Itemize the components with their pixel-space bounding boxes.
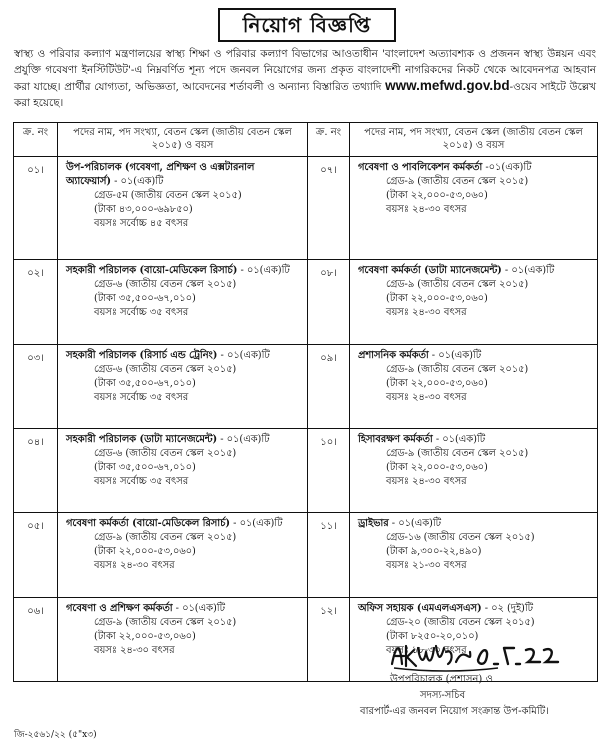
post-cell <box>58 260 308 344</box>
post-name: সহকারী পরিচালক (রিসার্চ এন্ড ট্রেনিং) <box>66 349 218 361</box>
notice-title: নিয়োগ বিজ্ঞপ্তি <box>218 8 396 42</box>
serial-number: ০৫। <box>14 513 58 597</box>
signatory-designation: উপপরিচালক (প্রশাসন) ও <box>390 674 493 685</box>
signatory-committee: বারপার্ট-এর জনবল নিয়োগ সংক্রান্ত উপ-কমিটি। <box>360 706 549 717</box>
table-row <box>14 344 598 428</box>
serial-number: ০৭। <box>308 157 350 260</box>
serial-number: ০২। <box>14 260 58 344</box>
post-pay-scale: (টাকা ২২,০০০-৫৩,০৬০) <box>94 546 196 558</box>
post-name: গবেষণা ও প্রশিক্ষণ কর্মকর্তা <box>66 602 173 614</box>
header-post-right: পদের নাম, পদ সংখ্যা, বেতন স্কেল (জাতীয় বেতন স্কেল ২০১৫) ও বয়স <box>350 123 598 157</box>
post-count: - ০১(এক)টি <box>388 518 442 530</box>
post-pay-scale: (টাকা ২২,০০০-৫৩,০৬০) <box>386 461 488 473</box>
post-age-limit: বয়সঃ ২৪-৩০ বৎসর <box>386 391 467 403</box>
table-row <box>14 157 598 260</box>
post-count: - ০১(এক)টি <box>432 433 486 445</box>
post-age-limit: বয়সঃ ২৪-৩০ বৎসর <box>94 644 175 656</box>
post-cell <box>58 344 308 428</box>
post-age-limit: বয়সঃ ২৪-৩০ বৎসর <box>386 475 467 487</box>
post-age-limit: বয়সঃ সর্বোচ্চ ৩৫ বৎসর <box>94 475 189 487</box>
intro-suffix: -ওয়েব সাইটে উল্লেখ করা হয়েছে। <box>14 81 596 109</box>
header-sl-left: ক্র. নং <box>14 123 58 157</box>
memo-number: জি-২৫৬১/২২ (৫"x৩) <box>14 730 97 740</box>
post-name: গবেষণা ও পাবলিকেশন কর্মকর্তা <box>358 162 483 173</box>
table-row <box>14 513 598 597</box>
post-age-limit: বয়সঃ ২৪-৩০ বৎসর <box>386 204 467 215</box>
post-count: - ০১(এক)টি <box>217 433 270 445</box>
handwritten-signature <box>386 638 586 674</box>
post-pay-scale: (টাকা ২২,০০০-৫৩,০৬০) <box>386 293 488 305</box>
post-pay-scale: (টাকা ৩৫,৫০০-৬৭,০১০) <box>94 461 196 473</box>
serial-number: ১২। <box>308 597 350 681</box>
post-cell <box>350 344 598 428</box>
serial-number: ০৩। <box>14 344 58 428</box>
post-name: অফিস সহায়ক (এমএলএসএস) <box>358 602 482 614</box>
post-cell <box>58 597 308 681</box>
post-pay-scale: (টাকা ৮২৫০-২০,০১০) <box>386 630 479 642</box>
serial-number: ০৯। <box>308 344 350 428</box>
table-body <box>14 157 598 682</box>
post-count: - ০১(এক)টি <box>428 349 482 361</box>
post-pay-scale: (টাকা ৩৫,৫০০-৬৭,০১০) <box>94 293 196 305</box>
post-pay-scale: (টাকা ২২,০০০-৫৩,০৬০) <box>94 630 196 642</box>
post-age-limit: বয়সঃ ১৮-৩০ বৎসর <box>386 644 467 656</box>
serial-number: ০৮। <box>308 260 350 344</box>
signature-block <box>360 632 600 742</box>
post-age-limit: বয়সঃ সর্বোচ্চ ৪৫ বৎসর <box>94 218 189 229</box>
post-age-limit: বয়সঃ ২১-৩০ বৎসর <box>386 560 467 572</box>
post-pay-scale: (টাকা ২২,০০০-৫৩,০৬০) <box>386 377 488 389</box>
post-grade: গ্রেড-৬ (জাতীয় বেতন স্কেল ২০১৫) <box>94 447 237 459</box>
post-name: হিসাবরক্ষণ কর্মকর্তা <box>358 433 433 445</box>
post-grade: গ্রেড-৫ম (জাতীয় বেতন স্কেল ২০১৫) <box>94 190 242 201</box>
post-grade: গ্রেড-৬ (জাতীয় বেতন স্কেল ২০১৫) <box>94 279 237 291</box>
post-age-limit: বয়সঃ সর্বোচ্চ ৩৫ বৎসর <box>94 391 189 403</box>
post-count: - ০১(এক)টি <box>237 265 290 277</box>
post-cell <box>58 157 308 260</box>
serial-number: ০৪। <box>14 428 58 512</box>
post-grade: গ্রেড-৯ (জাতীয় বেতন স্কেল ২০১৫) <box>386 279 529 291</box>
post-grade: গ্রেড-৯ (জাতীয় বেতন স্কেল ২০১৫) <box>94 616 237 628</box>
signatory-role: সদস্য-সচিব <box>420 690 466 701</box>
post-cell <box>350 513 598 597</box>
post-name: সহকারী পরিচালক (বায়ো-মেডিকেল রিসার্চ) <box>66 265 238 277</box>
post-grade: গ্রেড-৯ (জাতীয় বেতন স্কেল ২০১৫) <box>386 363 529 375</box>
post-grade: গ্রেড-৬ (জাতীয় বেতন স্কেল ২০১৫) <box>94 363 237 375</box>
post-count: - ০১(এক)টি <box>230 518 283 530</box>
post-name: উপ-পরিচালক (গবেষণা, প্রশিক্ষণ ও এক্সটারনাল অ্যাফেয়ার্স) <box>66 162 255 187</box>
post-name: সহকারী পরিচালক (ডাটা ম্যানেজমেন্ট) <box>66 433 218 445</box>
serial-number: ১০। <box>308 428 350 512</box>
post-count: - ০১(এক)টি <box>172 602 225 614</box>
website-link[interactable]: www.mefwd.gov.bd <box>385 78 510 93</box>
header-post-left: পদের নাম, পদ সংখ্যা, বেতন স্কেল (জাতীয় বেতন স্কেল ২০১৫) ও বয়স <box>58 123 308 157</box>
post-count: - ০১(এক)টি <box>501 265 555 277</box>
post-pay-scale: (টাকা ৯,৩০০-২২,৪৯০) <box>386 546 482 558</box>
table-row <box>14 260 598 344</box>
post-count: - ০১(এক)টি <box>110 176 164 187</box>
posts-table <box>13 122 598 682</box>
table-row <box>14 428 598 512</box>
post-age-limit: বয়সঃ সর্বোচ্চ ৩৫ বৎসর <box>94 307 189 319</box>
serial-number: ১১। <box>308 513 350 597</box>
post-age-limit: বয়সঃ ২৪-৩০ বৎসর <box>386 307 467 319</box>
post-pay-scale: (টাকা ৩৫,৫০০-৬৭,০১০) <box>94 377 196 389</box>
post-name: গবেষণা কর্মকর্তা (ডাটা ম্যানেজমেন্ট) <box>358 265 502 277</box>
post-age-limit: বয়সঃ ২৪-৩০ বৎসর <box>94 560 175 572</box>
post-name: গবেষণা কর্মকর্তা (বায়ো-মেডিকেল রিসার্চ) <box>66 518 231 530</box>
post-grade: গ্রেড-৯ (জাতীয় বেতন স্কেল ২০১৫) <box>386 176 529 187</box>
post-name: প্রশাসনিক কর্মকর্তা <box>358 349 429 361</box>
header-sl-right: ক্র. নং <box>308 123 350 157</box>
post-cell <box>350 260 598 344</box>
post-grade: গ্রেড-১৬ (জাতীয় বেতন স্কেল ২০১৫) <box>386 532 535 544</box>
intro-text: স্বাস্থ্য ও পরিবার কল্যাণ মন্ত্রণালয়ের স্বাস্থ্য শিক্ষা ও পরিবার কল্যাণ বিভাগের আওতাধীন 'বাংলাদেশ অত্যাবশ্যক ও প্রজনন স্বাস্থ্য উন্নয়ন এবং প্রযুক্তি গবেষণা ইনস্টিটিউট'-এ নিম্নবর্ণিত শূন্য পদে জনবল নিয়োগের জন্য প্রকৃত বাংলাদেশী নাগরিকদের নিকট থেকে আবেদনপত্র আহবান করা যাচ্ছে। প্রার্থীর যোগ্যতা, অভিজ্ঞতা, আবেদনের শর্তাবলী ও অন্যান্য বিস্তারিত তথ্যাদি <box>14 48 596 93</box>
serial-number: ০৬। <box>14 597 58 681</box>
post-grade: গ্রেড-২০ (জাতীয় বেতন স্কেল ২০১৫) <box>386 616 535 628</box>
serial-number: ০১। <box>14 157 58 260</box>
post-cell <box>58 428 308 512</box>
post-cell <box>58 513 308 597</box>
post-grade: গ্রেড-৯ (জাতীয় বেতন স্কেল ২০১৫) <box>94 532 237 544</box>
post-count: - ০২ (দুই)টি <box>481 602 534 614</box>
post-count: - ০১(এক)টি <box>217 349 270 361</box>
post-grade: গ্রেড-৯ (জাতীয় বেতন স্কেল ২০১৫) <box>386 447 529 459</box>
post-cell <box>350 428 598 512</box>
notice-intro <box>14 46 596 111</box>
table-header-row <box>14 123 598 157</box>
post-pay-scale: (টাকা ২২,০০০-৫৩,০৬০) <box>386 190 488 201</box>
post-pay-scale: (টাকা ৪৩,০০০-৬৯৮৫০) <box>94 204 193 215</box>
post-cell <box>350 157 598 260</box>
post-count: -০১(এক)টি <box>482 162 532 173</box>
post-name: ড্রাইভার <box>358 518 389 530</box>
